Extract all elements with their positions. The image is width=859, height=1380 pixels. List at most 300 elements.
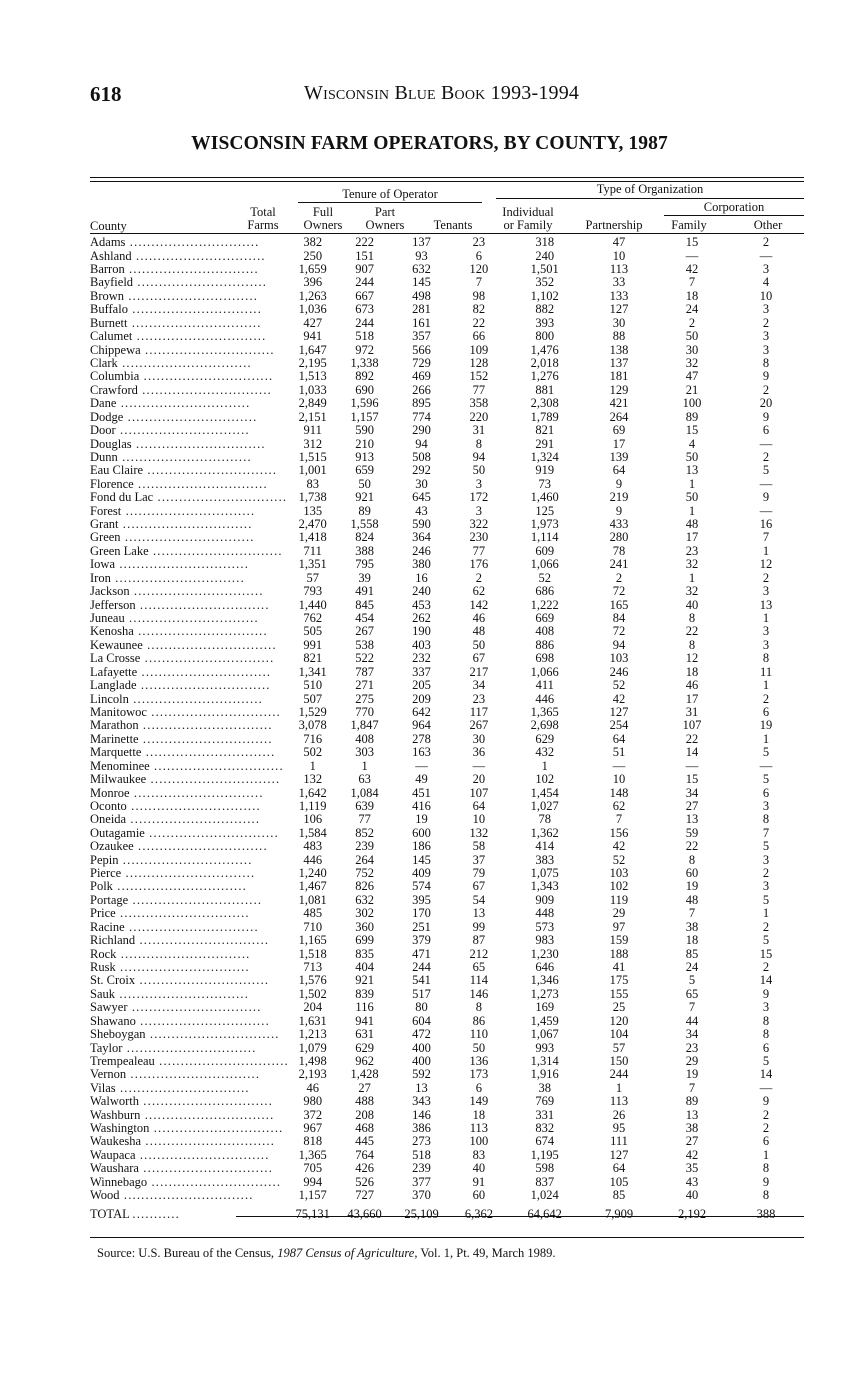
full-owners-cell: 590 [355, 423, 374, 438]
partnership-cell: 41 [612, 959, 626, 974]
individual-or-family-cell: 769 [535, 1094, 555, 1109]
part-owners-cell: 604 [412, 1013, 431, 1028]
full-owners-cell: 271 [355, 678, 374, 693]
tenants-cell: 36 [472, 745, 486, 760]
part-owners-cell: 13 [415, 1080, 428, 1095]
full-owners-cell: 404 [355, 959, 374, 974]
leader-dots: .............................. [121, 504, 256, 518]
corp-family-cell: 46 [685, 678, 699, 693]
county-cell [90, 424, 289, 437]
part-owners-cell: 645 [412, 490, 431, 505]
county-cell [90, 545, 289, 558]
county-name: Iron [90, 571, 111, 585]
leader-dots: .............................. [147, 1175, 282, 1189]
part-owners-cell: 409 [412, 866, 431, 881]
county-name: Washington [90, 1121, 150, 1136]
tenants-cell: 18 [472, 1107, 486, 1122]
leader-dots: .............................. [138, 732, 273, 746]
total-farms-cell: 135 [303, 503, 323, 518]
individual-or-family-cell: 1,066 [530, 664, 559, 679]
full-owners-cell: 892 [355, 369, 374, 384]
tenants-cell: 54 [472, 892, 486, 907]
corp-family-cell: 14 [685, 745, 699, 760]
county-cell [90, 572, 289, 585]
county-name: Lincoln [90, 692, 129, 706]
table-row [90, 1095, 804, 1108]
corp-family-cell: 23 [685, 543, 699, 558]
leader-dots: .............................. [127, 303, 263, 317]
corp-family-cell: 32 [685, 356, 699, 370]
partnership-cell: 148 [609, 785, 629, 800]
individual-or-family-cell: 1,454 [530, 785, 559, 800]
col-part-line1: Part [374, 205, 396, 219]
county-cell [90, 249, 289, 262]
tenants-cell: 128 [469, 356, 489, 370]
county-name: Douglas [90, 437, 132, 451]
table-row [90, 612, 804, 625]
county-name: Monroe [90, 786, 130, 800]
county-name: Green [90, 531, 121, 545]
county-cell [90, 518, 289, 531]
individual-or-family-cell: 1,916 [530, 1067, 559, 1082]
county-cell [90, 1108, 289, 1121]
part-owners-cell: 337 [412, 664, 431, 679]
full-owners-cell: 787 [355, 664, 374, 679]
part-owners-cell: 416 [412, 798, 431, 813]
individual-or-family-cell: 1,230 [530, 946, 559, 961]
corp-family-cell: 100 [682, 396, 702, 411]
total-farms-cell: 3,078 [298, 718, 327, 733]
total-farms-cell: 1,502 [298, 986, 327, 1001]
county-name: Ozaukee [90, 839, 134, 854]
part-owners-cell: 244 [412, 959, 431, 974]
corp-family-cell: 8 [688, 637, 696, 652]
tenants-cell: 50 [472, 463, 486, 478]
county-cell [90, 478, 289, 491]
individual-or-family-cell: 1,460 [530, 490, 559, 505]
total-farms-cell: 2,470 [298, 517, 327, 532]
corp-other-cell: 2 [762, 449, 770, 464]
table-row [90, 263, 804, 276]
county-name: Clark [90, 356, 118, 370]
header-type-of-organization: Type of Organization [596, 182, 704, 196]
table-row [90, 827, 804, 840]
individual-or-family-cell: 1,195 [530, 1147, 559, 1162]
corp-family-cell: 40 [685, 1188, 699, 1203]
full-owners-cell: 526 [355, 1174, 374, 1189]
individual-or-family-cell: 318 [535, 235, 555, 250]
partnership-cell: 111 [610, 1134, 628, 1149]
individual-or-family-cell: 669 [535, 611, 555, 626]
full-owners-cell: 468 [355, 1121, 374, 1136]
corp-family-cell: 24 [685, 302, 699, 317]
total-farms-cell: 1,440 [298, 597, 327, 612]
tenants-cell: 7 [475, 275, 482, 290]
individual-or-family-cell: 1,314 [530, 1053, 559, 1068]
table-row [90, 249, 804, 262]
full-owners-cell: 1,428 [350, 1067, 379, 1082]
leader-dots: .............................. [135, 598, 270, 612]
total-farms-cell: 312 [303, 436, 323, 451]
table-row [90, 370, 804, 383]
individual-or-family-cell: 1,343 [530, 879, 559, 894]
table-row [90, 397, 804, 410]
table-row [90, 733, 804, 746]
tenants-cell: 8 [475, 436, 482, 451]
partnership-cell: 159 [609, 933, 629, 948]
partnership-cell: 69 [612, 423, 626, 438]
corp-family-cell: 42 [685, 1147, 699, 1162]
corp-family-cell: 24 [685, 959, 699, 974]
total-farms-cell: 1,513 [298, 369, 327, 384]
corp-family-cell: 89 [685, 409, 699, 424]
total-farms-cell: 2,195 [298, 356, 327, 370]
table-row [90, 236, 804, 249]
header-bottom-rule [90, 233, 804, 234]
partnership-cell: 137 [609, 356, 629, 370]
leader-dots: .............................. [139, 370, 274, 384]
table-row [90, 800, 804, 813]
individual-or-family-cell: 2,698 [530, 718, 559, 733]
corp-other-cell: 13 [759, 597, 773, 612]
partnership-cell: 181 [609, 369, 629, 384]
tenants-cell: 6 [475, 248, 482, 263]
tenants-cell: 220 [469, 409, 489, 424]
corp-other-cell: 5 [762, 463, 770, 478]
partnership-cell: 78 [612, 543, 626, 558]
part-owners-cell: 400 [412, 1040, 431, 1055]
corp-other-cell: 9 [762, 409, 770, 424]
table-row [90, 1108, 804, 1121]
table-row [90, 478, 804, 491]
partnership-cell: 7 [615, 812, 623, 827]
part-owners-cell: 386 [412, 1121, 431, 1136]
county-name: Waupaca [90, 1148, 136, 1162]
leader-dots: .............................. [143, 464, 278, 478]
county-cell [90, 813, 289, 826]
full-owners-cell: 907 [355, 262, 374, 277]
county-cell [90, 759, 289, 772]
county-cell [90, 1028, 289, 1041]
county-name: St. Croix [90, 974, 136, 988]
total-farms-cell: 716 [303, 731, 323, 746]
leader-dots: .............................. [124, 920, 259, 934]
source-note [97, 1246, 556, 1261]
county-cell [90, 612, 289, 625]
total-farms-cell: 2,151 [298, 409, 327, 424]
corp-family-cell: — [685, 248, 699, 263]
corp-family-cell: 47 [685, 369, 699, 384]
corp-other-cell: 2 [762, 959, 770, 974]
partnership-cell: 156 [609, 825, 629, 840]
total-farms-cell: 941 [303, 329, 323, 344]
total-farms-cell: 1,119 [298, 798, 327, 813]
county-name: Rock [90, 947, 117, 961]
corp-family-cell: 65 [685, 986, 699, 1001]
corp-family-cell: 89 [685, 1094, 699, 1109]
county-cell [90, 598, 289, 611]
tenants-cell: 6 [475, 1080, 482, 1095]
leader-dots: .............................. [117, 450, 252, 464]
individual-or-family-cell: 432 [535, 745, 555, 760]
leader-dots: .............................. [128, 692, 263, 706]
table-row [90, 988, 804, 1001]
full-owners-cell: 659 [355, 463, 374, 478]
leader-dots: .............................. [127, 1001, 262, 1015]
full-owners-cell: 151 [355, 248, 374, 263]
total-label-text: TOTAL [90, 1206, 130, 1221]
part-owners-cell: 592 [412, 1067, 431, 1082]
part-owners-cell: 186 [412, 839, 431, 854]
corp-other-cell: 3 [762, 1000, 770, 1015]
tenants-cell: 267 [469, 718, 489, 733]
total-full-owners: 43,660 [347, 1206, 382, 1221]
table-bottom-rule [90, 1237, 804, 1238]
partnership-cell: 127 [609, 704, 629, 719]
corp-other-cell: 2 [762, 691, 770, 706]
part-owners-cell: 498 [412, 288, 431, 303]
table-row [90, 424, 804, 437]
tenants-cell: 110 [469, 1027, 489, 1042]
county-cell [90, 504, 289, 517]
county-cell [90, 290, 289, 303]
corp-family-cell: 13 [685, 1107, 699, 1122]
table-row [90, 813, 804, 826]
part-owners-cell: 566 [412, 342, 431, 357]
individual-or-family-cell: 1,362 [530, 825, 559, 840]
county-name: Polk [90, 880, 113, 894]
part-owners-cell: 357 [412, 329, 431, 344]
partnership-cell: 133 [609, 288, 629, 303]
tenants-cell: 176 [469, 557, 489, 572]
individual-or-family-cell: 1,365 [530, 704, 559, 719]
book-title: Wisconsin Blue Book 1993-1994 [304, 82, 580, 104]
county-name: Portage [90, 893, 129, 907]
leader-dots: .............................. [115, 960, 250, 974]
total-farms: 75,131 [295, 1206, 330, 1221]
county-name: Pepin [90, 853, 119, 867]
part-owners-cell: 161 [412, 315, 431, 330]
leader-dots: .............................. [131, 437, 266, 451]
total-farms-cell: 446 [303, 852, 323, 867]
full-owners-cell: 913 [355, 449, 374, 464]
corp-family-cell: 60 [685, 866, 699, 881]
total-farms-cell: 396 [303, 275, 323, 290]
county-name: Grant [90, 517, 119, 532]
part-owners-cell: 451 [412, 785, 431, 800]
corp-other-cell: 8 [762, 1013, 770, 1028]
corp-family-cell: 7 [688, 906, 696, 921]
header-corporation: Corporation [703, 200, 765, 214]
individual-or-family-cell: 1,066 [530, 557, 559, 572]
total-farms-cell: 1,584 [298, 825, 327, 840]
county-name: Oneida [90, 813, 127, 827]
tenants-cell: 3 [475, 476, 482, 491]
corp-family-cell: 19 [685, 879, 699, 894]
corp-other-cell: — [759, 436, 773, 451]
county-name: Marathon [90, 719, 139, 733]
total-corp-family: 2,192 [677, 1206, 707, 1221]
county-name: Buffalo [90, 303, 128, 317]
county-cell [90, 666, 289, 679]
tenants-cell: 230 [469, 530, 489, 545]
corp-other-cell: 2 [762, 382, 770, 397]
part-owners-cell: 377 [412, 1174, 431, 1189]
corp-family-cell: 31 [685, 704, 699, 719]
source-suffix: , Vol. 1, Pt. 49, March 1989. [414, 1246, 556, 1260]
total-farms-cell: 106 [303, 812, 323, 827]
total-farms-cell: 821 [303, 651, 323, 666]
full-owners-cell: 264 [355, 852, 374, 867]
total-farms-cell: 710 [303, 919, 323, 934]
tenants-cell: 23 [472, 691, 486, 706]
county-cell [90, 491, 289, 504]
leader-dots: .............................. [142, 638, 277, 652]
total-farms-cell: 485 [303, 906, 323, 921]
county-cell [90, 384, 289, 397]
individual-or-family-cell: 102 [535, 772, 555, 787]
county-cell [90, 692, 289, 705]
corp-other-cell: 3 [762, 852, 770, 867]
tenants-cell: 117 [469, 704, 489, 719]
total-farms-cell: 83 [306, 476, 319, 491]
leader-dots: .............................. [119, 1188, 254, 1203]
tenants-cell: 77 [472, 382, 486, 397]
county-cell [90, 370, 289, 383]
individual-or-family-cell: 993 [535, 1040, 555, 1055]
county-cell [90, 773, 289, 786]
leader-dots: .............................. [115, 558, 250, 572]
tenants-cell: 23 [472, 235, 486, 250]
tenants-cell: 212 [469, 946, 489, 961]
individual-or-family-cell: 414 [535, 839, 555, 854]
corp-family-cell: 1 [688, 503, 696, 518]
table-row [90, 437, 804, 450]
corp-other-cell: 1 [762, 611, 770, 626]
county-name: Kewaunee [90, 638, 143, 652]
partnership-cell: 165 [609, 597, 629, 612]
partnership-cell: 104 [609, 1027, 629, 1042]
corp-family-cell: 44 [685, 1013, 699, 1028]
full-owners-cell: 39 [358, 570, 371, 585]
corp-family-cell: 29 [685, 1053, 699, 1068]
partnership-cell: 57 [612, 1040, 626, 1055]
table-row [90, 907, 804, 920]
part-owners-cell: 137 [412, 235, 431, 250]
partnership-cell: 42 [612, 691, 626, 706]
leader-dots: .............................. [149, 1121, 284, 1136]
tenants-cell: 120 [469, 262, 489, 277]
corp-other-cell: 3 [762, 798, 770, 813]
table-row [90, 290, 804, 303]
partnership-cell: 2 [615, 570, 623, 585]
corp-other-cell: 14 [759, 1067, 773, 1082]
corp-family-cell: 5 [688, 973, 696, 988]
individual-or-family-cell: 1,024 [530, 1188, 559, 1203]
county-cell [90, 733, 289, 746]
total-farms-cell: 1,647 [298, 342, 327, 357]
total-farms-cell: 510 [303, 678, 323, 693]
partnership-cell: 94 [612, 637, 626, 652]
county-name: Manitowoc [90, 705, 147, 719]
part-owners-cell: — [415, 758, 428, 773]
partnership-cell: 33 [612, 275, 626, 290]
individual-or-family-cell: 821 [535, 423, 555, 438]
full-owners-cell: 845 [355, 597, 374, 612]
full-owners-cell: 63 [358, 772, 371, 787]
part-owners-cell: 163 [412, 745, 431, 760]
county-name: Richland [90, 933, 136, 948]
individual-or-family-cell: 1,067 [530, 1027, 559, 1042]
leader-dots: .............................. [132, 329, 267, 344]
county-name: Columbia [90, 370, 140, 384]
county-cell [90, 974, 289, 987]
total-farms-cell: 1,515 [298, 449, 327, 464]
corp-other-cell: 2 [762, 866, 770, 881]
table-row [90, 759, 804, 772]
full-owners-cell: 522 [355, 651, 374, 666]
corp-other-cell: 3 [762, 342, 770, 357]
table-row [90, 746, 804, 759]
full-owners-cell: 826 [355, 879, 374, 894]
individual-or-family-cell: 832 [535, 1121, 555, 1136]
table-row [90, 572, 804, 585]
leader-dots: .............................. [115, 987, 250, 1001]
partnership-cell: 52 [612, 852, 626, 867]
leader-dots: .............................. [115, 423, 250, 438]
table-row [90, 598, 804, 611]
corp-family-cell: 50 [685, 329, 699, 344]
full-owners-cell: 208 [355, 1107, 374, 1122]
corp-family-cell: 2 [688, 315, 696, 330]
corp-other-cell: — [759, 248, 773, 263]
corp-other-cell: 2 [762, 315, 770, 330]
corp-other-cell: 10 [759, 288, 773, 303]
leader-dots: .............................. [145, 1027, 280, 1042]
table-row [90, 1162, 804, 1175]
tenants-cell: 136 [469, 1053, 489, 1068]
full-owners-cell: 302 [355, 906, 374, 921]
county-name: Dunn [90, 450, 118, 464]
corp-other-cell: 3 [762, 637, 770, 652]
corp-other-cell: — [759, 503, 773, 518]
partnership-cell: 72 [612, 624, 626, 639]
col-total-line2: Farms [247, 218, 279, 232]
total-farms-cell: 2,849 [298, 396, 327, 411]
county-cell [90, 894, 289, 907]
partnership-cell: 103 [609, 651, 629, 666]
part-owners-cell: 30 [415, 476, 428, 491]
tenants-cell: 358 [469, 396, 489, 411]
full-owners-cell: 50 [358, 476, 371, 491]
full-owners-cell: 699 [355, 933, 374, 948]
county-name: Florence [90, 477, 134, 491]
leader-dots: .............................. [140, 652, 275, 666]
leader-dots: .............................. [123, 410, 258, 424]
part-owners-cell: 49 [415, 772, 428, 787]
total-partnership: 7,909 [604, 1206, 634, 1221]
partnership-cell: 139 [609, 449, 629, 464]
part-owners-cell: 403 [412, 637, 431, 652]
full-owners-cell: 77 [358, 812, 371, 827]
leader-dots: .............................. [133, 625, 268, 639]
partnership-cell: 150 [609, 1053, 629, 1068]
leader-dots: .............................. [128, 893, 263, 907]
county-cell [90, 236, 289, 249]
tenants-cell: 50 [472, 1040, 486, 1055]
leader-dots: .............................. [140, 343, 275, 357]
partnership-cell: 119 [609, 892, 629, 907]
